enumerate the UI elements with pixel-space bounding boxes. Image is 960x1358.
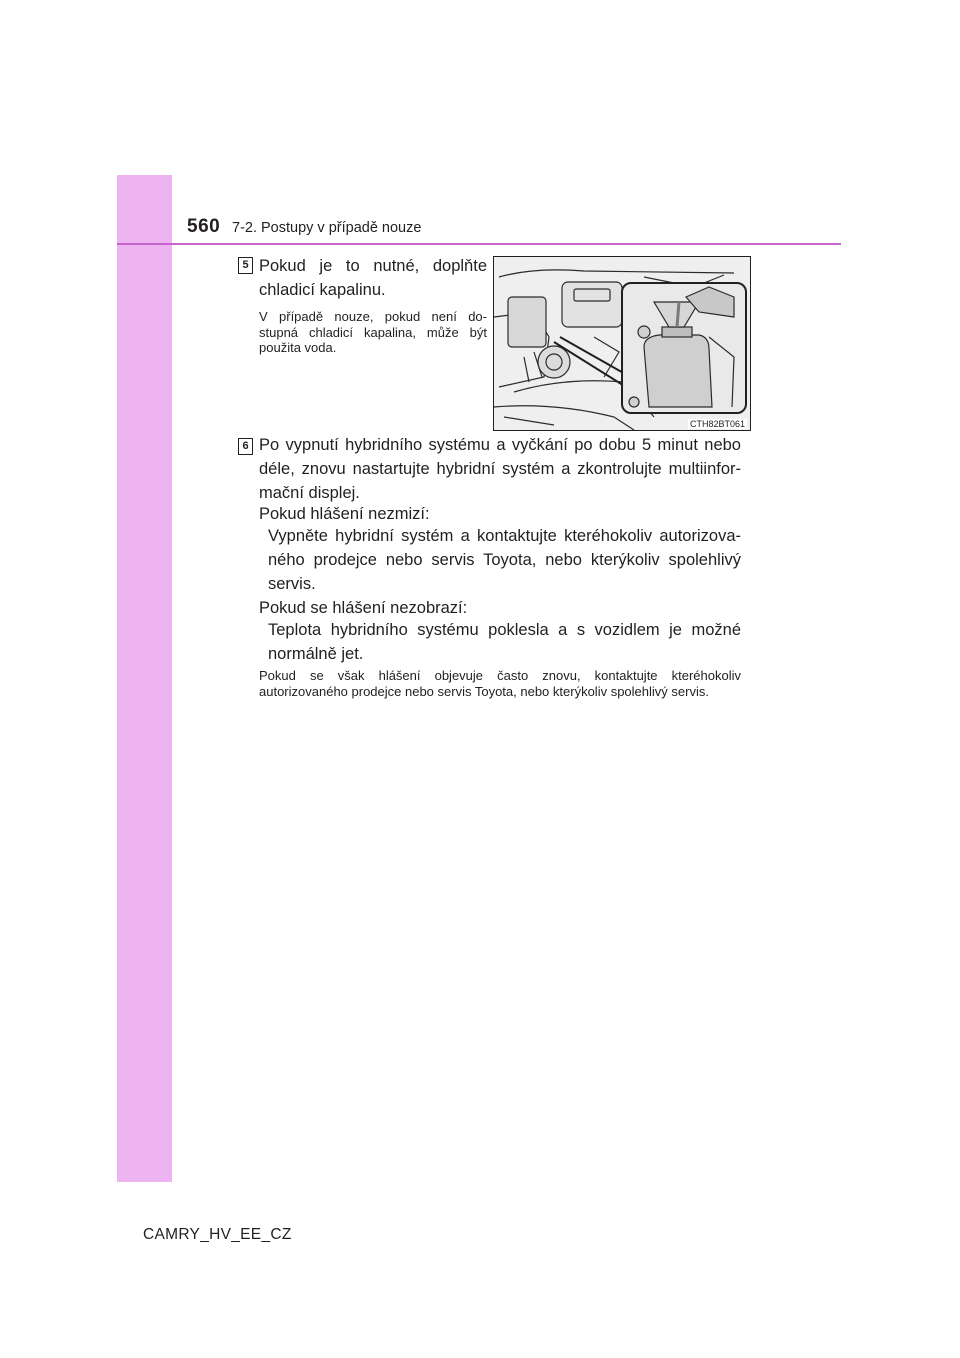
step-5-text: Pokud je to nutné, doplňte chladicí kapalinu.	[259, 257, 487, 299]
case-1-text: Vypněte hybridní systém a kontaktujte kteréhokoliv autorizova-ného prodejce nebo servis Toyota, nebo kterýkoliv spolehlivý servis.	[268, 527, 741, 593]
image-code: CTH82BT061	[689, 419, 745, 429]
engine-bay-drawing	[494, 257, 750, 430]
case-1-label: Pokud hlášení nezmizí:	[259, 505, 430, 523]
coolant-refill-illustration	[493, 256, 751, 431]
side-tab	[117, 175, 172, 1182]
step-6-text: Po vypnutí hybridního systému a vyčkání po dobu 5 minut nebo déle, znovu nastartujte hybridní systém a zkontrolujte multiinfor-mační displej.	[259, 436, 741, 502]
section-title: 7-2. Postupy v případě nouze	[232, 220, 422, 236]
step-5-note: V případě nouze, pokud není do-stupná chladicí kapalina, může být použita voda.	[259, 309, 487, 355]
header-divider	[117, 243, 841, 245]
document-code: CAMRY_HV_EE_CZ	[143, 1226, 292, 1243]
case-2-label: Pokud se hlášení nezobrazí:	[259, 599, 468, 617]
page-number: 560	[187, 216, 221, 237]
step-5-number: 5	[238, 257, 253, 274]
step-6-note: Pokud se však hlášení objevuje často znovu, kontaktujte kteréhokoliv autorizovaného prodejce nebo servis Toyota, nebo kterýkoliv spolehlivý servis.	[259, 668, 741, 699]
case-2-text: Teplota hybridního systému poklesla a s vozidlem je možné normálně jet.	[268, 621, 741, 663]
step-6-number: 6	[238, 438, 253, 455]
